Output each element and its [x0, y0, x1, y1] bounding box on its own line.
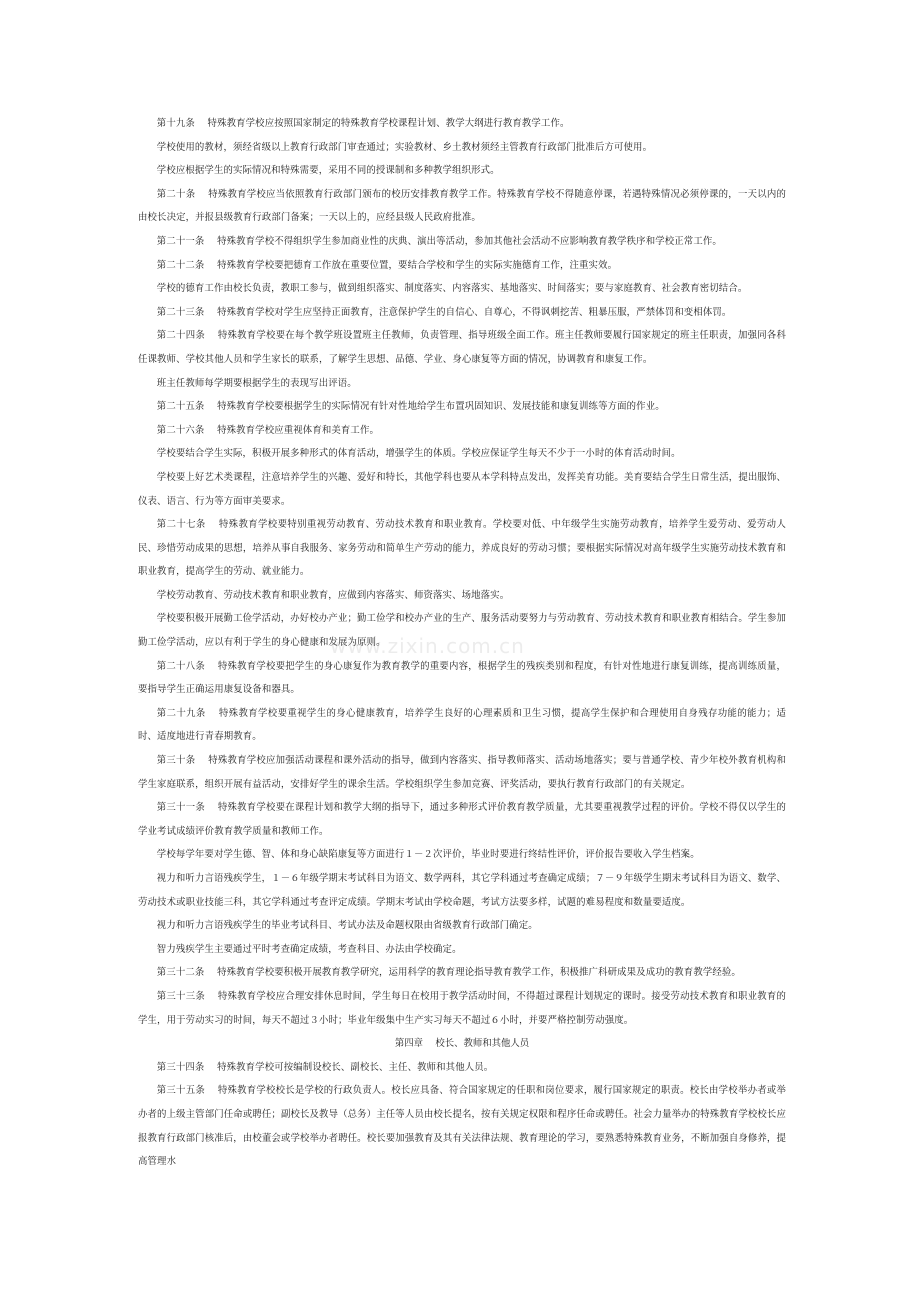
paragraph-24: 第二十四条 特殊教育学校要在每个教学班设置班主任教师，负责管理、指导班级全面工作。班主任教师要履行国家规定的班主任职责，加强同各科任课教师、学校其他人员和学生家长的联系，了解学生思想、品德、学业、身心康复等方面的情况，协调教育和康复工作。: [138, 330, 786, 365]
watermark: www.zixin.com.cn: [330, 634, 525, 658]
paragraph-32: 第三十二条 特殊教育学校要积极开展教育教学研究，运用科学的教育理论指导教育教学工作，积极推广科研成果及成功的教育教学经验。: [156, 967, 741, 979]
paragraph-27: 第二十七条 特殊教育学校要特别重视劳动教育、劳动技术教育和职业教育。学校要对低、中年级学生实施劳动教育，培养学生爱劳动、爱劳动人民、珍惜劳动成果的思想，培养从事自我服务、家务劳动和简单生产劳动的能力，养成良好的劳动习惯；要根据实际情况对高年级学生实施劳动技术教育和职业教育，提高学生的劳动、就业能力。: [138, 519, 786, 578]
paragraph-20: 第二十条 特殊教育学校应当依照教育行政部门颁布的校历安排教育教学工作。特殊教育学校不得随意停课，若遇特殊情况必须停课的，一天以内的由校长决定，并报县级教育行政部门备案；一天以上的，应经县级人民政府批准。: [138, 188, 786, 224]
paragraph-19: 第十九条 特殊教育学校应按照国家制定的特殊教育学校课程计划、教学大纲进行教育教学工作。: [156, 118, 570, 129]
paragraph-26-arts: 学校要上好艺术类课程，注意培养学生的兴趣、爱好和特长，其他学科也要从本学科特点发出，发挥美育功能。美育要结合学生日常生活，提出服饰、仪表、语言、行为等方面审美要求。: [138, 471, 786, 507]
paragraph-35: 第三十五条 特殊教育学校校长是学校的行政负责人。校长应具备、符合国家规定的任职和岗位要求，履行国家规定的职责。校长由学校举办者或举办者的上级主管部门任命或聘任；副校长及教导（总务）主任等人员由校长提名，按有关规定权限和程序任命或聘任。社会力量举办的特殊教育学校校长应报教育行政部门核准后，由校董会或学校举办者聘任。校长要加强教育及其有关法律法规、教育理论的学习，要熟悉特殊教育业务，不断加强自身修养，提高管理水: [138, 1085, 786, 1168]
paragraph-22-moral-education: 学校的德育工作由校长负责，教职工参与，做到组织落实、制度落实、内容落实、基地落实、时间落实；要与家庭教育、社会教育密切结合。: [156, 283, 748, 295]
paragraph-28: 第二十八条 特殊教育学校要把学生的身心康复作为教育教学的重要内容，根据学生的残疾类别和程度，有针对性地进行康复训练，提高训练质量，要指导学生正确运用康复设备和器具。: [138, 660, 786, 696]
chapter-heading: 第四章 校长、教师和其他人员: [394, 1038, 530, 1050]
paragraph-31-exams: 视力和听力言语残疾学生，１－６年级学期末考试科目为语文、数学两科，其它学科通过考查确定成绩；７－９年级学生期末考试科目为语文、数学、劳动技术或职业技能三科，其它学科通过考查评定成绩。学期末考试由学校命题，考试方法要多样，试题的难易程度和数量要适度。: [138, 873, 786, 908]
paragraph-29: 第二十九条 特殊教育学校要重视学生的身心健康教育，培养学生良好的心理素质和卫生习惯，提高学生保护和合理使用自身残存功能的能力；适时、适度地进行青春期教育。: [138, 707, 786, 743]
paragraph-31-graduation: 视力和听力言语残疾学生的毕业考试科目、考试办法及命题权限由省级教育行政部门确定。: [156, 920, 538, 932]
paragraph-19-teaching-forms: 学校应根据学生的实际情况和特殊需要，采用不同的授课制和多种教学组织形式。: [156, 165, 500, 177]
paragraph-21: 第二十一条 特殊教育学校不得组织学生参加商业性的庆典、演出等活动，参加其他社会活动不应影响教育教学秩序和学校正常工作。: [156, 235, 722, 247]
paragraph-27-work-study: 学校要积极开展勤工俭学活动，办好校办产业；勤工俭学和校办产业的生产、服务活动要努力与劳动教育、劳动技术教育和职业教育相结合。学生参加勤工俭学活动，应以有利于学生的身心健康和发展为原则。: [138, 613, 786, 649]
paragraph-19-textbooks: 学校使用的教材，须经省级以上教育行政部门审查通过；实验教材、乡土教材须经主管教育行政部门批准后方可使用。: [156, 141, 653, 153]
paragraph-26: 第二十六条 特殊教育学校应重视体育和美育工作。: [156, 424, 380, 436]
paragraph-24-comments: 班主任教师每学期要根据学生的表现写出评语。: [156, 377, 357, 389]
paragraph-25: 第二十五条 特殊教育学校要根据学生的实际情况有针对性地给学生布置巩固知识、发展技能和康复训练等方面的作业。: [156, 401, 665, 413]
paragraph-26-sports: 学校要结合学生实际，积极开展多种形式的体育活动，增强学生的体质。学校应保证学生每天不少于一小时的体育活动时间。: [156, 448, 681, 460]
paragraph-31-evaluation: 学校每学年要对学生德、智、体和身心缺陷康复等方面进行１－２次评价，毕业时要进行终结性评价，评价报告要收入学生档案。: [156, 849, 700, 861]
paragraph-30: 第三十条 特殊教育学校应加强活动课程和课外活动的指导，做到内容落实、指导教师落实、活动场地落实；要与普通学校、青少年校外教育机构和学生家庭联系，组织开展有益活动，安排好学生的课余生活。学校组织学生参加竞赛、评奖活动，要执行教育行政部门的有关规定。: [138, 755, 786, 790]
paragraph-23: 第二十三条 特殊教育学校对学生应坚持正面教育，注意保护学生的自信心、自尊心，不得讽刺挖苦、粗暴压服，严禁体罚和变相体罚。: [156, 306, 732, 318]
paragraph-22: 第二十二条 特殊教育学校要把德育工作放在重要位置，要结合学校和学生的实际实施德育工作，注重实效。: [156, 259, 618, 271]
paragraph-34: 第三十四条 特殊教育学校可按编制设校长、副校长、主任、教师和其他人员。: [156, 1061, 494, 1073]
paragraph-27-labor: 学校劳动教育、劳动技术教育和职业教育，应做到内容落实、师资落实、场地落实。: [156, 589, 510, 601]
paragraph-33: 第三十三条 特殊教育学校应合理安排休息时间，学生每日在校用于教学活动时间，不得超过课程计划规定的课时。接受劳动技术教育和职业教育的学生，用于劳动实习的时间，每天不超过３小时；毕业年级集中生产实习每天不超过６小时，并要严格控制劳动强度。: [138, 990, 786, 1026]
paragraph-31: 第三十一条 特殊教育学校要在课程计划和教学大纲的指导下，通过多种形式评价教育教学质量，尤其要重视教学过程的评价。学校不得仅以学生的学业考试成绩评价教育教学质量和教师工作。: [138, 802, 786, 837]
paragraph-31-intellectual: 智力残疾学生主要通过平时考查确定成绩，考查科目、办法由学校确定。: [156, 943, 462, 955]
